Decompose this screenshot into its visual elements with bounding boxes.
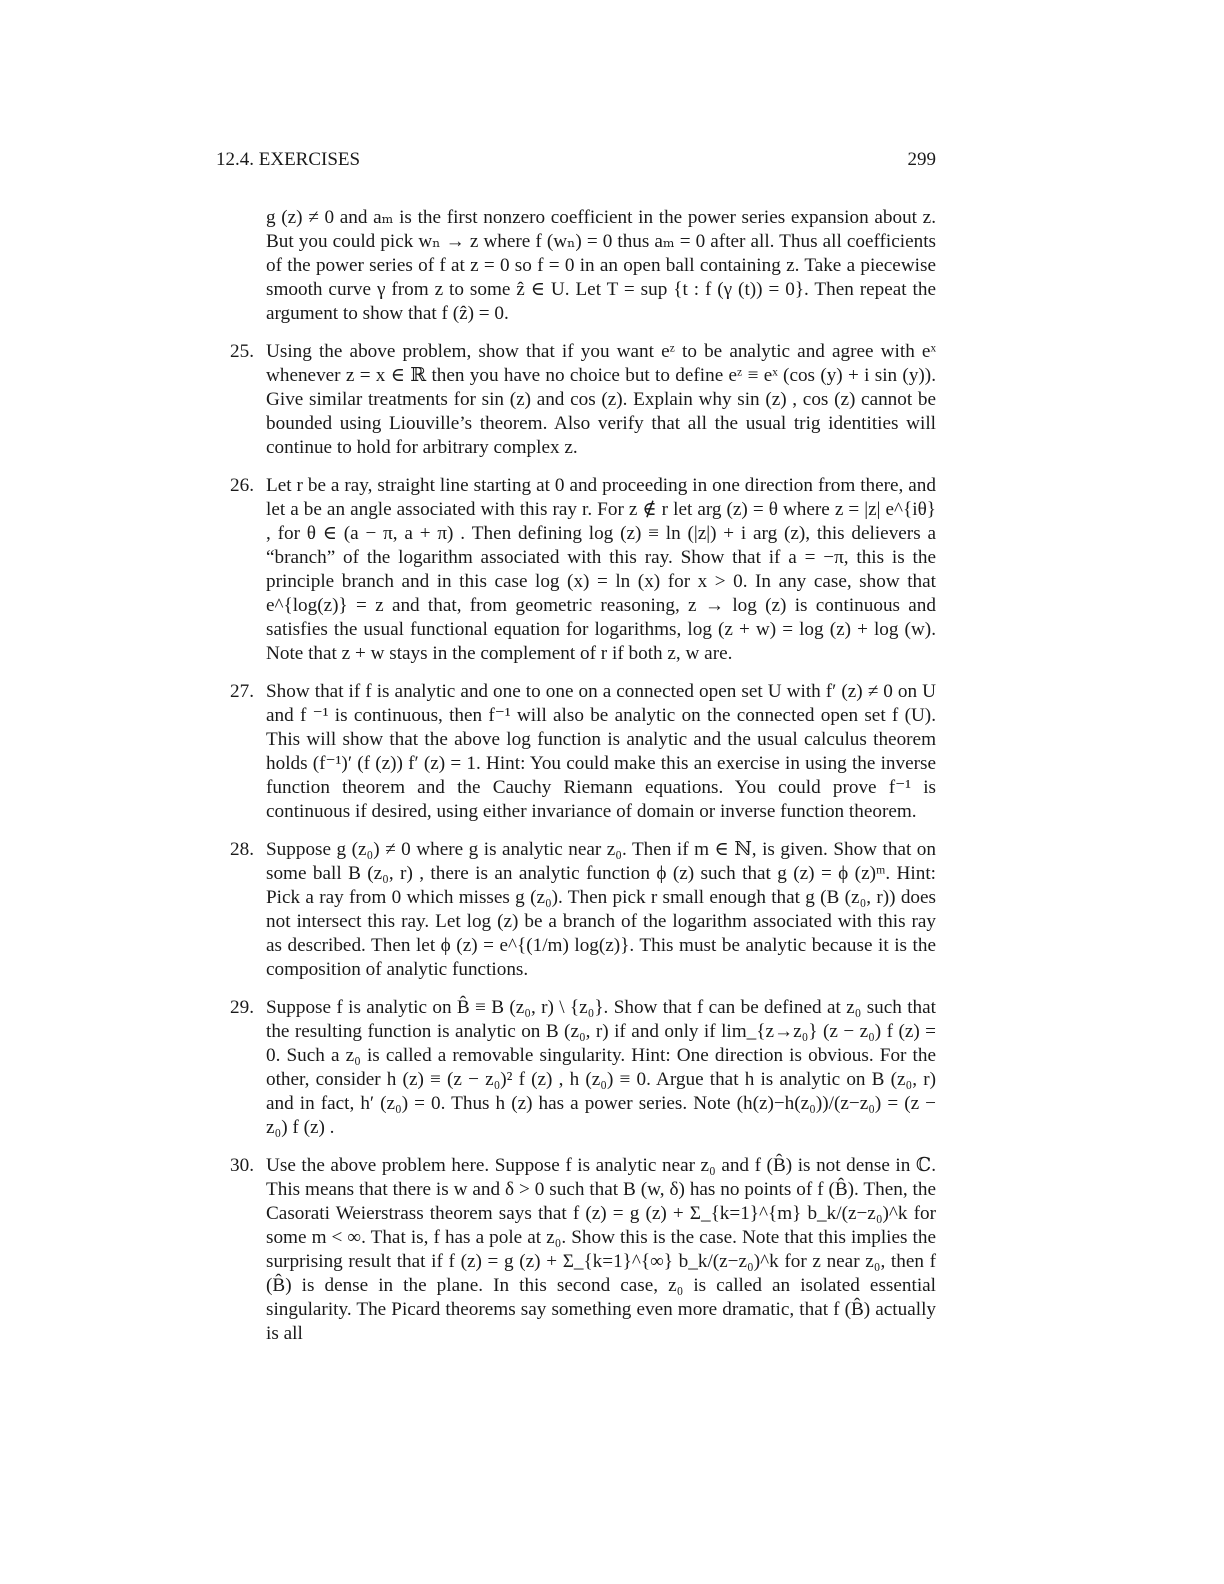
exercise-25 (216, 340, 936, 460)
exercise-27 (216, 680, 936, 824)
exercise-number: 30. (230, 1155, 254, 1176)
running-header (216, 148, 936, 172)
exercise-number: 26. (230, 475, 254, 496)
exercise-text: Suppose g (z₀) ≠ 0 where g is analytic near z₀. Then if m ∈ ℕ, is given. Show that on some ball B (z₀, r) , there is an analytic function ϕ (z) such that g (z) = ϕ (z)ᵐ. Hint: Pick a ray from 0 which misses g (z₀). Then pick r small enough that g (B (z₀, r)) does not intersect this ray. Let log (z) be a branch of the logarithm associated with this ray as described. Then let ϕ (z) = e^{(1/m) log(z)}. This must be analytic because it is the composition of analytic functions. (266, 839, 936, 980)
exercise-28 (216, 838, 936, 982)
exercise-29 (216, 996, 936, 1140)
exercise-30 (216, 1154, 936, 1346)
exercise-text: Let r be a ray, straight line starting at 0 and proceeding in one direction from there, and let a be an angle associated with this ray r. For z ∉ r let arg (z) = θ where z = |z| e^{iθ} , for θ ∈ (a − π, a + π) . Then defining log (z) ≡ ln (|z|) + i arg (z), this delievers a “branch” of the logarithm associated with this ray. Show that if a = −π, this is the principle branch and in this case log (x) = ln (x) for x > 0. In any case, show that e^{log(z)} = z and that, from geometric reasoning, z → log (z) is continuous and satisfies the usual functional equation for logarithms, log (z + w) = log (z) + log (w). Note that z + w stays in the complement of r if both z, w are. (266, 475, 936, 664)
exercise-number: 27. (230, 681, 254, 702)
exercise-text: Using the above problem, show that if you want eᶻ to be analytic and agree with eˣ whenever z = x ∈ ℝ then you have no choice but to define eᶻ ≡ eˣ (cos (y) + i sin (y)). Give similar treatments for sin (z) and cos (z). Explain why sin (z) , cos (z) cannot be bounded using Liouville’s theorem. Also verify that all the usual trig identities will continue to hold for arbitrary complex z. (266, 341, 936, 458)
exercise-text: Suppose f is analytic on B̂ ≡ B (z₀, r) \ {z₀}. Show that f can be defined at z₀ such that the resulting function is analytic on B (z₀, r) if and only if lim_{z→z₀} (z − z₀) f (z) = 0. Such a z₀ is called a removable singularity. Hint: One direction is obvious. For the other, consider h (z) ≡ (z − z₀)² f (z) , h (z₀) ≡ 0. Argue that h is analytic on B (z₀, r) and in fact, h′ (z₀) = 0. Thus h (z) has a power series. Note (h(z)−h(z₀))/(z−z₀) = (z − z₀) f (z) . (266, 997, 936, 1138)
exercise-text: Show that if f is analytic and one to one on a connected open set U with f′ (z) ≠ 0 on U and f ⁻¹ is continuous, then f⁻¹ will also be analytic on the connected open set f (U). This will show that the above log function is analytic and the usual calculus theorem holds (f⁻¹)′ (f (z)) f′ (z) = 1. Hint: You could make this an exercise in using the inverse function theorem and the Cauchy Riemann equations. You could prove f⁻¹ is continuous if desired, using either invariance of domain or inverse function theorem. (266, 681, 936, 822)
exercise-text: Use the above problem here. Suppose f is analytic near z₀ and f (B̂) is not dense in ℂ. This means that there is w and δ > 0 such that B (w, δ) has no points of f (B̂). Then, the Casorati Weierstrass theorem says that f (z) = g (z) + Σ_{k=1}^{m} b_k/(z−z₀)^k for some m < ∞. That is, f has a pole at z₀. Show this is the case. Note that this implies the surprising result that if f (z) = g (z) + Σ_{k=1}^{∞} b_k/(z−z₀)^k for z near z₀, then f (B̂) is dense in the plane. In this second case, z₀ is called an isolated essential singularity. The Picard theorems say something even more dramatic, that f (B̂) actually is all (266, 1155, 936, 1344)
exercise-number: 28. (230, 839, 254, 860)
exercise-list (216, 340, 936, 1360)
section-title: 12.4. EXERCISES (216, 149, 361, 170)
exercise-26 (216, 474, 936, 666)
exercise-number: 25. (230, 341, 254, 362)
exercise-24-continuation: g (z) ≠ 0 and aₘ is the first nonzero coefficient in the power series expansion about z. But you could pick wₙ → z where f (wₙ) = 0 thus aₘ = 0 after all. Thus all coefficients of the power series of f at z = 0 so f = 0 in an open ball containing z. Take a piecewise smooth curve γ from z to some ẑ ∈ U. Let T = sup {t : f (γ (t)) = 0}. Then repeat the argument to show that f (ẑ) = 0. (266, 207, 936, 324)
exercise-number: 29. (230, 997, 254, 1018)
page-number: 299 (907, 149, 936, 170)
